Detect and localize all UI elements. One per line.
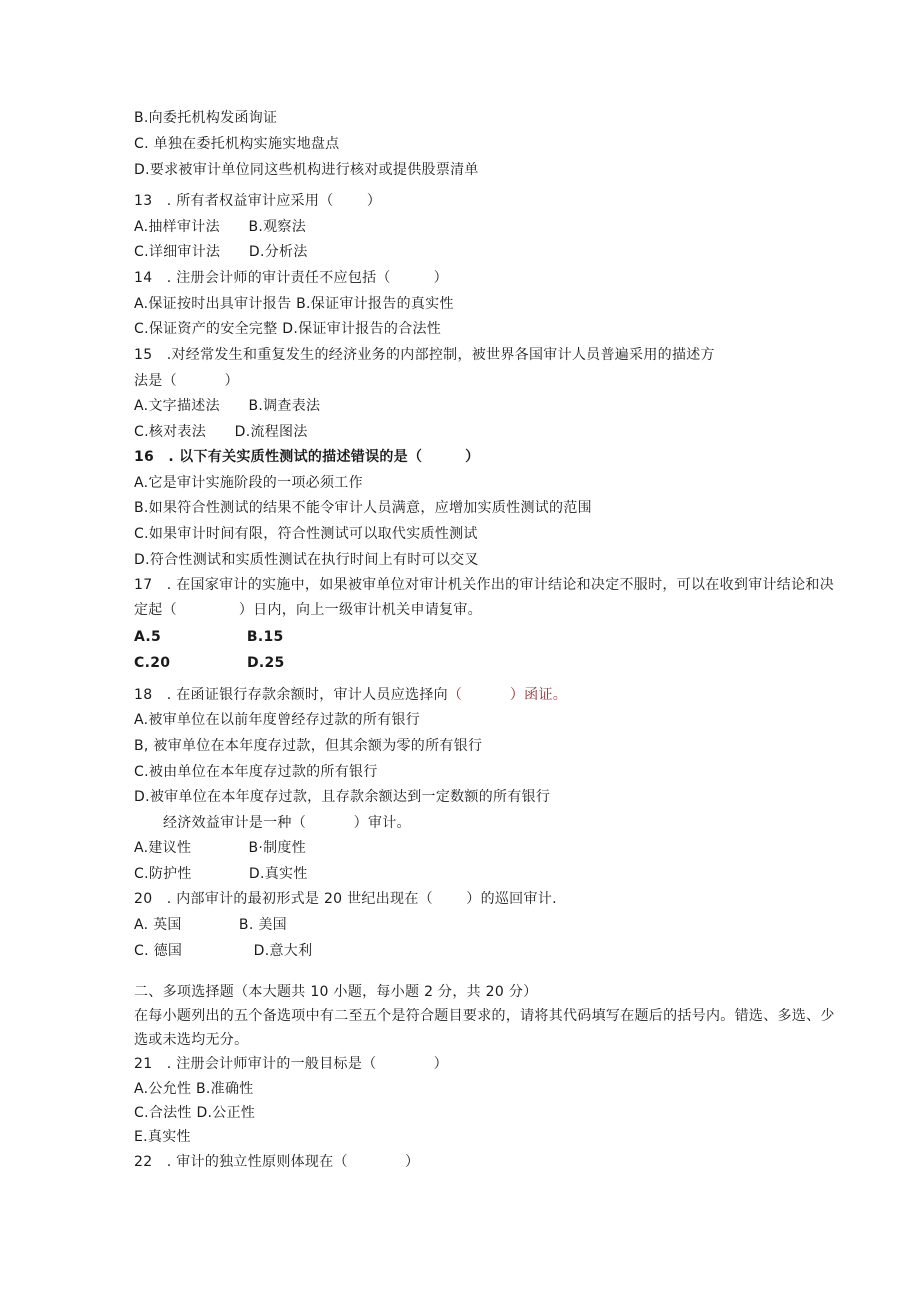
q12-option-b: B.向委托机构发函询证 (134, 110, 278, 126)
q19-options-row1: A.建议性 B·制度性 (134, 840, 307, 856)
q18-option-d: D.被审单位在本年度存过款，且存款余额达到一定数额的所有银行 (134, 789, 551, 805)
q18-option-a: A.被审单位在以前年度曾经存过款的所有银行 (134, 712, 421, 728)
q19-stem: 经济效益审计是一种（ ）审计。 (163, 815, 411, 831)
q14-stem: 14 . 注册会计师的审计责任不应包括（ ） (134, 270, 448, 286)
q13-options-row2: C.详细审计法 D.分析法 (134, 244, 308, 260)
q16-option-c: C.如果审计时间有限，符合性测试可以取代实质性测试 (134, 526, 478, 542)
q17-options-row2: C.20 D.25 (134, 655, 285, 671)
q12-option-c: C. 单独在委托机构实施实地盘点 (134, 136, 340, 152)
q17-stem-line2: 定起（ ）日内，向上一级审计机关申请复审。 (134, 602, 482, 618)
q20-options-row1: A. 英国 B. 美国 (134, 917, 287, 933)
section2-instructions-line1: 在每小题列出的五个备选项中有二至五个是符合题目要求的，请将其代码填写在题后的括号内。错选、多选、少 (134, 1008, 835, 1024)
q18-stem-main: 18 . 在函证银行存款余额时，审计人员应选择向 (134, 687, 448, 703)
q21-options-row2: C.合法性 D.公正性 (134, 1105, 256, 1121)
q20-options-row2: C. 德国 D.意大利 (134, 943, 313, 959)
q15-options-row1: A.文字描述法 B.调查表法 (134, 398, 321, 414)
q15-stem-line1: 15 .对经常发生和重复发生的经济业务的内部控制，被世界各国审计人员普遍采用的描述方 (134, 347, 715, 363)
q18-option-b: B, 被审单位在本年度存过款，但其余额为零的所有银行 (134, 738, 483, 754)
q16-option-d: D.符合性测试和实质性测试在执行时间上有时可以交叉 (134, 552, 479, 568)
q13-stem: 13 . 所有者权益审计应采用（ ） (134, 193, 382, 209)
q15-stem-line2: 法是（ ） (134, 373, 239, 389)
q22-stem: 22 . 审计的独立性原则体现在（ ） (134, 1154, 420, 1170)
q13-options-row1: A.抽样审计法 B.观察法 (134, 219, 307, 235)
q19-options-row2: C.防护性 D.真实性 (134, 866, 308, 882)
q17-options-row1: A.5 B.15 (134, 629, 284, 645)
q18-option-c: C.被由单位在本年度存过款的所有银行 (134, 764, 378, 780)
q18-stem (134, 685, 567, 705)
q20-stem: 20 . 内部审计的最初形式是 20 世纪出现在（ ）的巡回审计. (134, 891, 557, 907)
q15-options-row2: C.核对表法 D.流程图法 (134, 424, 308, 440)
q21-options-row3: E.真实性 (134, 1129, 191, 1145)
q16-option-b: B.如果符合性测试的结果不能令审计人员满意，应增加实质性测试的范围 (134, 500, 592, 516)
q14-options-row1: A.保证按时出具审计报告 B.保证审计报告的真实性 (134, 296, 454, 312)
q16-option-a: A.它是审计实施阶段的一项必须工作 (134, 475, 363, 491)
q16-stem: 16 . 以下有关实质性测试的描述错误的是（ ） (134, 449, 480, 465)
q17-stem-line1: 17 . 在国家审计的实施中，如果被审单位对审计机关作出的审计结论和决定不服时，可以在收到审计结论和决 (134, 577, 835, 593)
q21-options-row1: A.公允性 B.准确性 (134, 1081, 254, 1097)
section2-title: 二、多项选择题（本大题共 10 小题，每小题 2 分，共 20 分） (134, 984, 538, 1000)
section2-instructions-line2: 选或未选均无分。 (134, 1032, 249, 1048)
q18-stem-tail: （ ）函证。 (447, 687, 568, 703)
q21-stem: 21 . 注册会计师审计的一般目标是（ ） (134, 1056, 448, 1072)
q12-option-d: D.要求被审计单位同这些机构进行核对或提供股票清单 (134, 162, 479, 178)
q14-options-row2: C.保证资产的安全完整 D.保证审计报告的合法性 (134, 321, 442, 337)
